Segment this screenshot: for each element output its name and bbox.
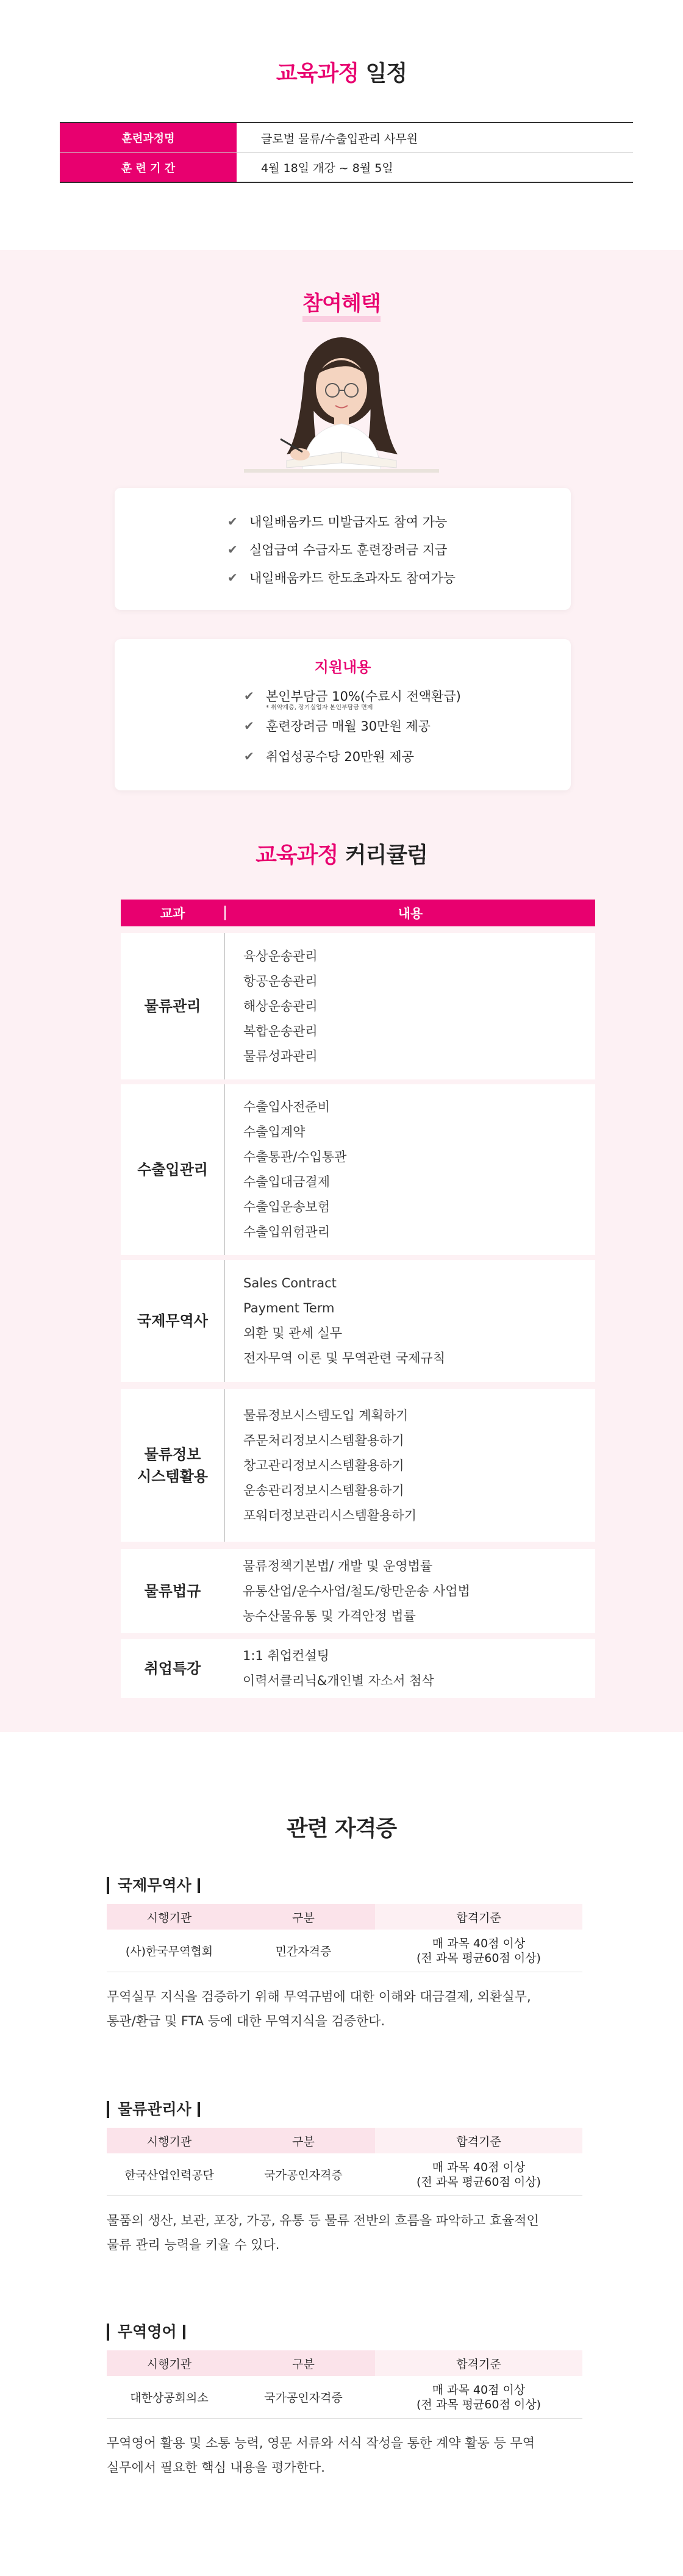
- curriculum-item: Payment Term: [243, 1301, 335, 1315]
- cert-header-org: 시행기관: [146, 2357, 192, 2371]
- curriculum-item: 물류성과관리: [243, 1048, 318, 1064]
- support-item-text: 취업성공수당 20만원 제공: [266, 750, 414, 764]
- certificate-name: [107, 2101, 582, 2118]
- certificate-name: [107, 2324, 582, 2341]
- schedule-table: [60, 122, 633, 183]
- curriculum-category-line: 시스템활용: [137, 1468, 208, 1485]
- curriculum-item: 수출통관/수입통관: [243, 1150, 347, 1164]
- check-icon: ✔: [227, 542, 238, 557]
- benefit-item-text: 실업급여 수급자도 훈련장려금 지급: [249, 543, 448, 557]
- support-note: * 취약계층, 장기실업자 본인부담금 면제: [266, 704, 373, 711]
- curriculum-item: 수출입사전준비: [243, 1100, 331, 1114]
- certificate-description: 물품의 생산, 보관, 포장, 가공, 유통 등 물류 전반의 흐름을 파악하고 효율적인 물류 관리 능력을 키울 수 있다.: [107, 2213, 539, 2252]
- curriculum-item: 전자무역 이론 및 무역관련 국제규칙: [243, 1351, 445, 1365]
- curriculum-item: 주문처리정보시스템활용하기: [243, 1433, 404, 1448]
- curriculum-block: [121, 1389, 595, 1542]
- cert-header-type: 구분: [292, 2357, 315, 2371]
- certificate-description: 무역실무 지식을 검증하기 위해 무역규범에 대한 이해와 대금결제, 외환실무, 통관/환급 및 FTA 등에 대한 무역지식을 검증한다.: [107, 1989, 531, 2028]
- curriculum-header: [121, 900, 595, 926]
- support-item-text: 본인부담금 10%(수료시 전액환급): [266, 689, 461, 704]
- benefit-item: [227, 507, 571, 535]
- cert-criteria: 매 과목 40점 이상 (전 과목 평균60점 이상): [417, 2383, 541, 2411]
- curriculum-item: 수출입계약: [243, 1125, 306, 1139]
- benefits-title: [0, 292, 683, 322]
- cert-type: 민간자격증: [275, 1945, 332, 1958]
- certificate-name-text: 국제무역사: [118, 1877, 191, 1894]
- schedule-title-accent: 교육과정: [276, 61, 359, 86]
- curriculum-item: 창고관리정보시스템활용하기: [243, 1458, 404, 1473]
- curriculum-block: [121, 1549, 595, 1633]
- benefit-item-text: 내일배움카드 미발급자도 참여 가능: [249, 515, 448, 529]
- curriculum-item: 육상운송관리: [243, 948, 318, 964]
- cert-header-criteria: 합격기준: [375, 1904, 582, 1930]
- benefit-item-text: 내일배움카드 한도초과자도 참여가능: [249, 571, 456, 585]
- curriculum-item: 1:1 취업컨설팅: [243, 1648, 329, 1663]
- check-icon: ✔: [227, 570, 238, 585]
- schedule-row: [60, 152, 633, 182]
- schedule-key: 훈 련 기 간: [60, 153, 237, 182]
- curriculum-block: [121, 1084, 595, 1255]
- certificate-description: 무역영어 활용 및 소통 능력, 영문 서류와 서식 작성을 통한 계약 활동 등 무역 실무에서 필요한 핵심 내용을 평가한다.: [107, 2436, 535, 2475]
- cert-criteria: 매 과목 40점 이상 (전 과목 평균60점 이상): [417, 1936, 541, 1965]
- schedule-title: [0, 56, 683, 87]
- cert-type: 국가공인자격증: [264, 2169, 343, 2182]
- curriculum-block: [121, 933, 595, 1079]
- schedule-title-rest: 일정: [359, 61, 407, 86]
- cert-org: 한국산업인력공단: [124, 2169, 214, 2182]
- certificates-title: 관련 자격증: [286, 1816, 397, 1841]
- curriculum-item: 유통산업/운수사업/철도/항만운송 사업법: [243, 1583, 470, 1598]
- table-row: [107, 2376, 582, 2419]
- cert-header-type: 구분: [292, 1911, 315, 1925]
- cert-criteria: 매 과목 40점 이상 (전 과목 평균60점 이상): [417, 2160, 541, 2189]
- curriculum-item: 포워더정보관리시스템활용하기: [243, 1508, 417, 1523]
- curriculum-category: 수출입관리: [137, 1161, 208, 1178]
- check-icon: ✔: [244, 718, 254, 733]
- curriculum-category: 물류법규: [144, 1583, 201, 1600]
- curriculum-category-line: 물류정보: [144, 1446, 201, 1463]
- certificate-name-text: 무역영어: [118, 2323, 177, 2341]
- curriculum-item: 물류정보시스템도입 계획하기: [243, 1408, 409, 1423]
- curriculum-item: 해상운송관리: [243, 998, 318, 1014]
- curriculum-item: 수출입위험관리: [243, 1225, 331, 1239]
- table-row: [107, 1930, 582, 1972]
- certificate-table: [107, 1904, 582, 1972]
- certificate-table: [107, 2350, 582, 2419]
- support-item-text: 훈련장려금 매월 30만원 제공: [266, 719, 431, 734]
- curriculum-title-rest: 커리큘럼: [338, 843, 427, 868]
- curriculum-item: 물류정책기본법/ 개발 및 운영법률: [243, 1558, 433, 1573]
- cert-type: 국가공인자격증: [264, 2391, 343, 2405]
- curriculum-block: [121, 1639, 595, 1698]
- certificate-table: [107, 2128, 582, 2196]
- curriculum-category: 국제무역사: [137, 1312, 208, 1329]
- benefits-title-text: 참여혜택: [302, 292, 380, 322]
- benefits-card: [115, 488, 571, 610]
- schedule-value: 4월 18일 개강 ~ 8월 5일: [261, 162, 393, 175]
- curriculum-item: 복합운송관리: [243, 1023, 318, 1039]
- certificate-block: [107, 2101, 582, 2257]
- check-icon: ✔: [244, 749, 254, 764]
- curriculum-item: Sales Contract: [243, 1276, 337, 1290]
- cert-header-org: 시행기관: [146, 1911, 192, 1925]
- cert-header-criteria: 합격기준: [375, 2128, 582, 2153]
- benefit-item: [227, 535, 571, 564]
- support-item: [244, 745, 571, 767]
- curriculum-header-content: 내용: [398, 906, 423, 921]
- cert-header-criteria: 합격기준: [375, 2350, 582, 2376]
- curriculum-block: [121, 1260, 595, 1382]
- curriculum-item: 농수산물유통 및 가격안정 법률: [243, 1608, 416, 1623]
- cert-header-type: 구분: [292, 2134, 315, 2148]
- curriculum-item: 수출입운송보험: [243, 1200, 331, 1214]
- curriculum-category: 취업특강: [144, 1660, 201, 1677]
- table-row: [107, 2153, 582, 2196]
- curriculum-category: [121, 1389, 224, 1542]
- curriculum-title: [0, 838, 683, 869]
- schedule-row: [60, 123, 633, 152]
- support-card: [115, 639, 571, 790]
- certificate-block: [107, 2324, 582, 2480]
- curriculum-title-accent: 교육과정: [256, 843, 338, 868]
- student-illustration-icon: [244, 332, 439, 473]
- certificate-block: [107, 1877, 582, 2033]
- schedule-value: 글로벌 물류/수출입관리 사무원: [261, 132, 418, 146]
- check-icon: ✔: [244, 689, 254, 703]
- curriculum-category: 물류관리: [144, 998, 201, 1015]
- cert-org: 대한상공회의소: [130, 2391, 209, 2405]
- cert-org: (사)한국무역협회: [125, 1945, 213, 1958]
- support-item: [244, 715, 571, 737]
- cert-header-org: 시행기관: [146, 2134, 192, 2148]
- curriculum-item: 수출입대금결제: [243, 1175, 331, 1189]
- curriculum-item: 이력서클리닉&개인별 자소서 첨삭: [243, 1673, 434, 1688]
- curriculum-header-subject: 교과: [160, 906, 185, 921]
- curriculum-item: 운송관리정보시스템활용하기: [243, 1483, 404, 1498]
- curriculum-item: 항공운송관리: [243, 973, 318, 989]
- curriculum-item: 외환 및 관세 실무: [243, 1326, 343, 1340]
- certificate-name: [107, 1877, 582, 1894]
- schedule-section: [0, 0, 683, 232]
- schedule-key: 훈련과정명: [60, 123, 237, 152]
- certificate-name-text: 물류관리사: [118, 2100, 191, 2118]
- check-icon: ✔: [227, 514, 238, 529]
- support-title: 지원내용: [314, 659, 371, 676]
- benefit-item: [227, 564, 571, 592]
